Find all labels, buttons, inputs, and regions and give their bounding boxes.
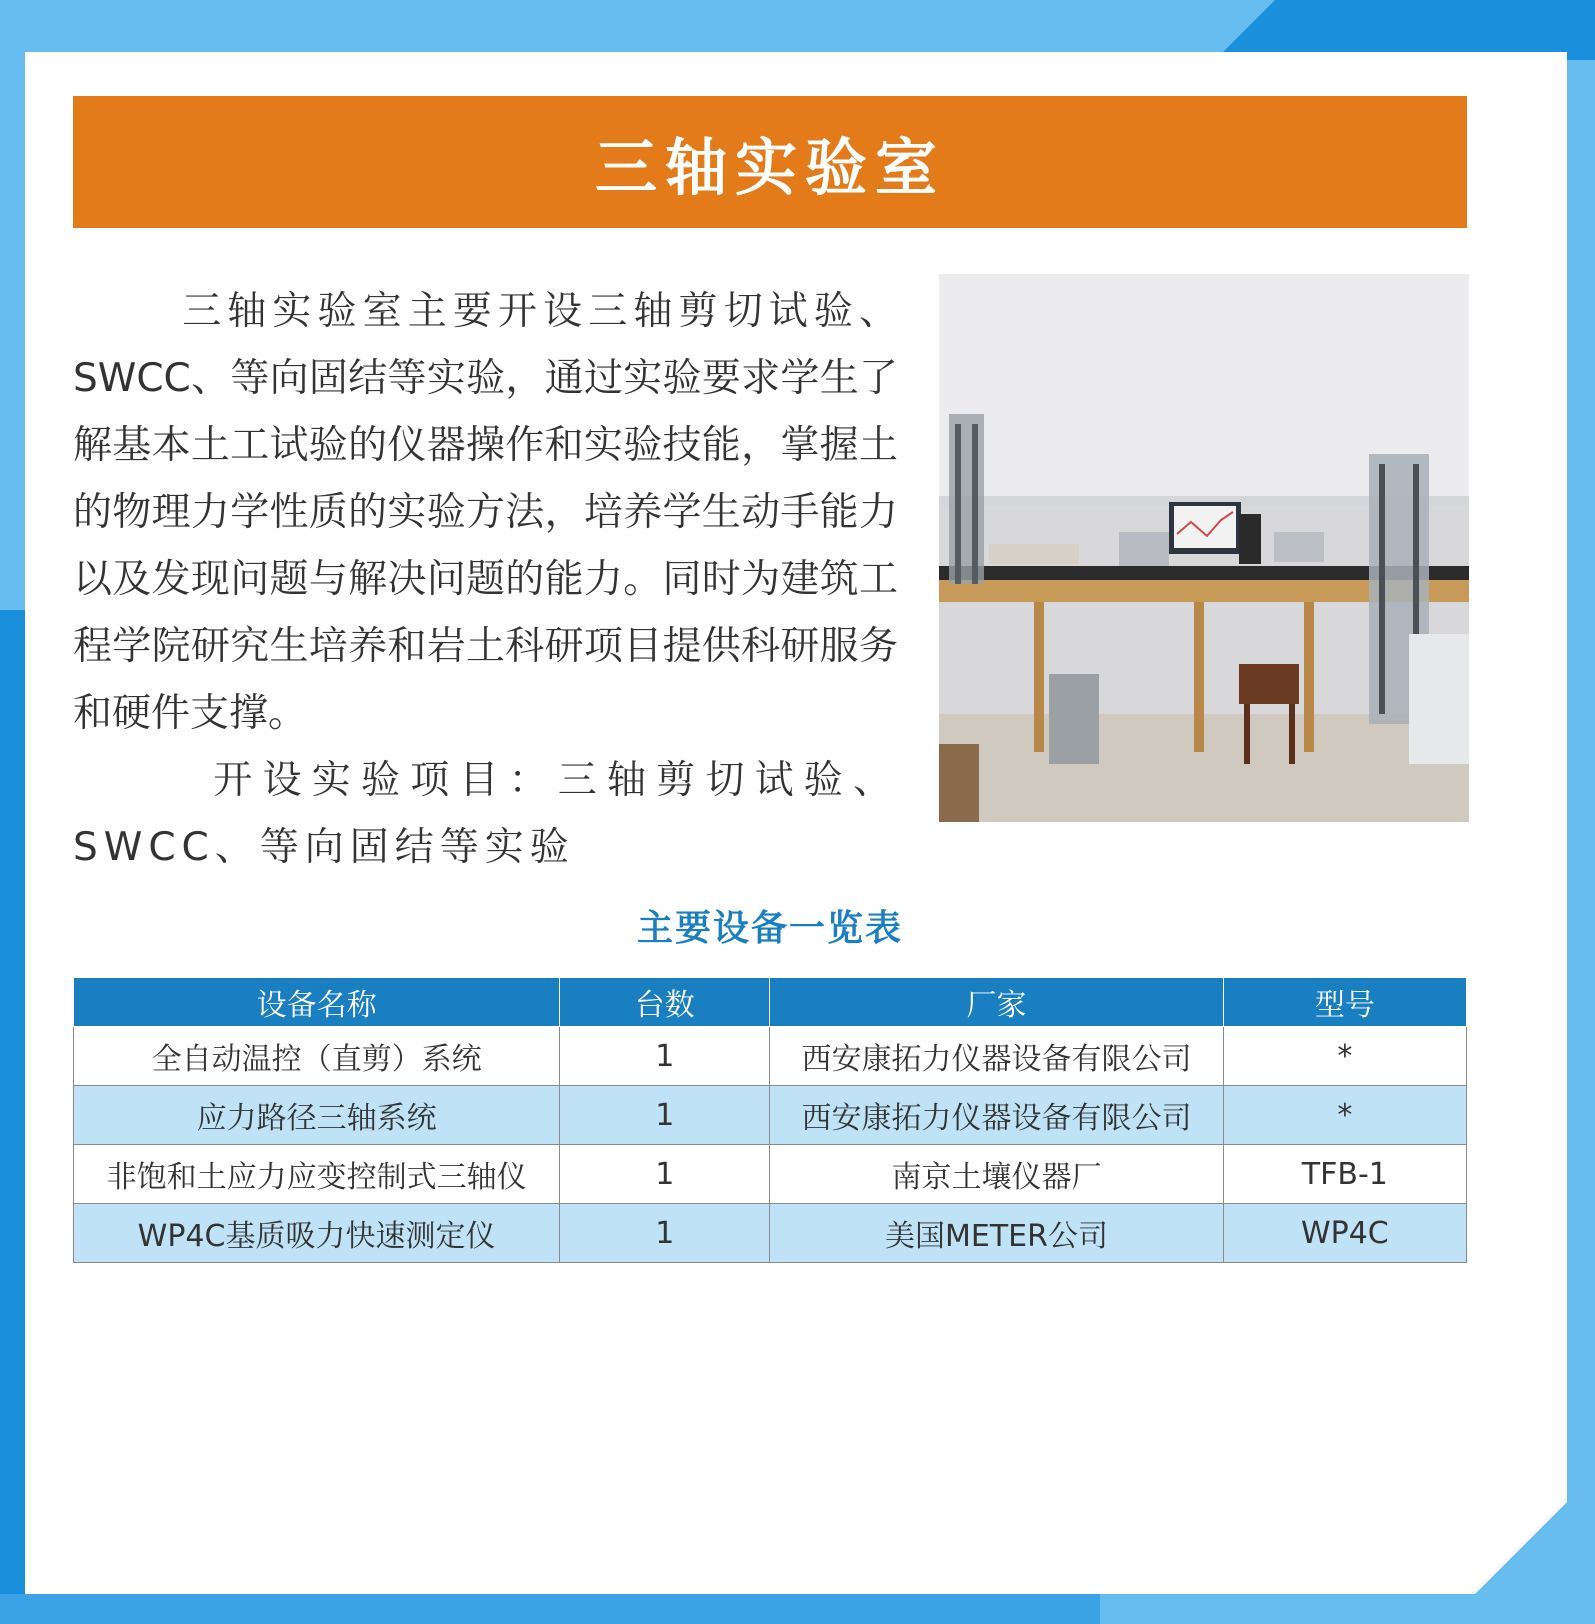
intro-paragraph-1: 三轴实验室主要开设三轴剪切试验、SWCC、等向固结等实验，通过实验要求学生了解基本土工试验的仪器操作和实验技能，掌握土的物理力学性质的实验方法，培养学生动手能力以及发现问题与解决问题的能力。同时为建筑工程学院研究生培养和岩土科研项目提供科研服务和硬件支撑。 <box>73 289 898 736</box>
cell-count: 1 <box>560 1145 770 1204</box>
cell-count: 1 <box>560 1204 770 1263</box>
cell-count: 1 <box>560 1086 770 1145</box>
cell-name: WP4C基质吸力快速测定仪 <box>74 1204 560 1263</box>
header-count: 台数 <box>560 978 770 1027</box>
header-name: 设备名称 <box>74 978 560 1027</box>
lab-photo-illustration <box>939 274 1469 822</box>
table-row <box>74 1204 1467 1263</box>
equipment-table <box>73 977 1467 1263</box>
table-row <box>74 1027 1467 1086</box>
cell-model: WP4C <box>1223 1204 1466 1263</box>
table-row <box>74 1086 1467 1145</box>
intro-paragraph-2: 开设实验项目：三轴剪切试验、SWCC、等向固结等实验 <box>73 758 898 870</box>
intro-text <box>73 278 898 881</box>
background-corner-top-right <box>1215 0 1595 60</box>
header-manufacturer: 厂家 <box>770 978 1223 1027</box>
cell-manufacturer: 南京土壤仪器厂 <box>770 1145 1223 1204</box>
header-model: 型号 <box>1223 978 1466 1027</box>
cell-name: 应力路径三轴系统 <box>74 1086 560 1145</box>
cell-name: 非饱和土应力应变控制式三轴仪 <box>74 1145 560 1204</box>
cell-model: TFB-1 <box>1223 1145 1466 1204</box>
cell-name: 全自动温控（直剪）系统 <box>74 1027 560 1086</box>
title-banner <box>73 96 1467 228</box>
cell-model: * <box>1223 1027 1466 1086</box>
cell-manufacturer: 西安康拓力仪器设备有限公司 <box>770 1027 1223 1086</box>
table-header-row <box>74 978 1467 1027</box>
cell-manufacturer: 西安康拓力仪器设备有限公司 <box>770 1086 1223 1145</box>
table-caption: 主要设备一览表 <box>636 908 903 949</box>
background-band-bottom <box>0 1594 1100 1624</box>
table-row <box>74 1145 1467 1204</box>
cell-manufacturer: 美国METER公司 <box>770 1204 1223 1263</box>
cell-model: * <box>1223 1086 1466 1145</box>
lab-photo <box>939 274 1469 822</box>
page-title: 三轴实验室 <box>594 130 945 204</box>
cell-count: 1 <box>560 1027 770 1086</box>
